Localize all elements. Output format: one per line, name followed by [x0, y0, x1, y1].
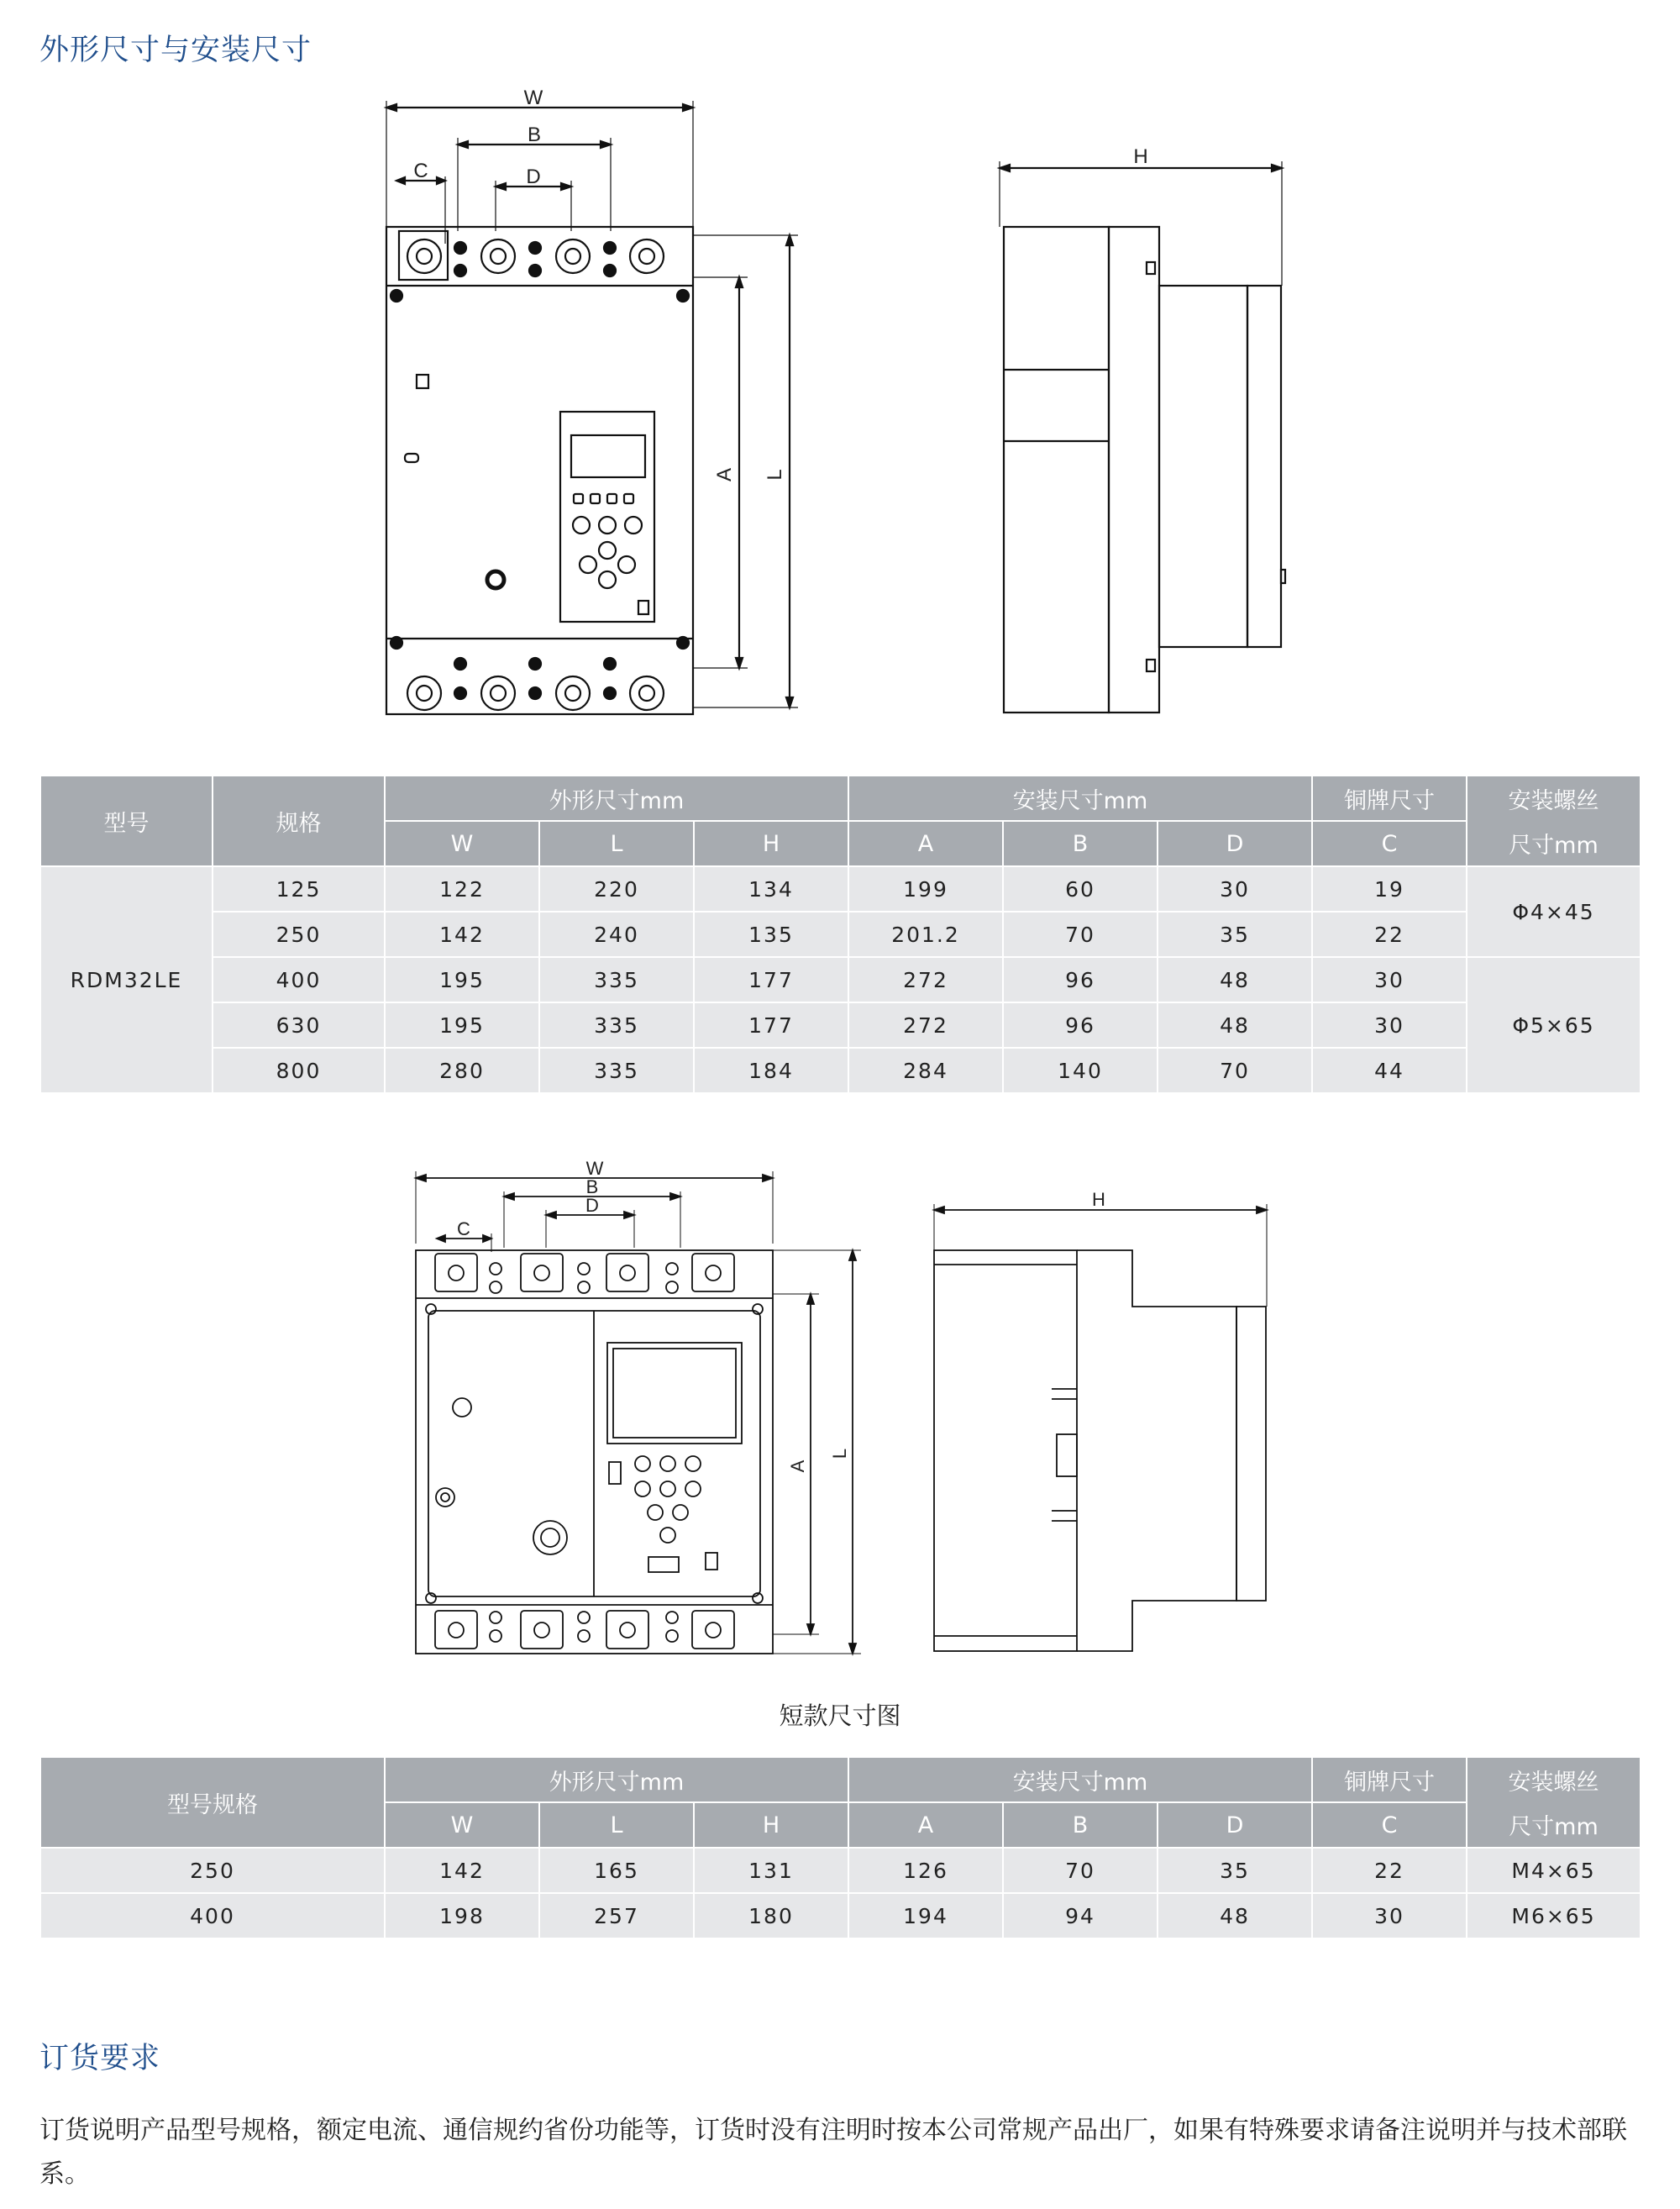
table-cell: 194	[848, 1893, 1003, 1938]
table-cell: 122	[385, 866, 539, 912]
table-cell: 48	[1158, 957, 1312, 1002]
spec-table-1	[39, 775, 1641, 1094]
table-cell: 280	[385, 1048, 539, 1093]
table1-header-screw	[1467, 776, 1641, 866]
table-cell: 400	[40, 1893, 385, 1938]
table-cell: 30	[1312, 957, 1467, 1002]
table-cell: 22	[1312, 1848, 1467, 1893]
spec-table-2	[39, 1756, 1641, 1939]
drawing2-label-a: A	[787, 1460, 808, 1473]
table1-sub-d: D	[1158, 821, 1312, 866]
table-cell: 126	[848, 1848, 1003, 1893]
drawing2-caption: 短款尺寸图	[779, 1701, 901, 1730]
table-cell: 131	[694, 1848, 848, 1893]
table-cell: 70	[1158, 1048, 1312, 1093]
table1-header-install: 安装尺寸mm	[848, 776, 1312, 821]
table-cell: 165	[539, 1848, 694, 1893]
table-cell: 250	[40, 1848, 385, 1893]
table-cell: 35	[1158, 912, 1312, 957]
table-cell: 70	[1003, 912, 1158, 957]
table2-header-screw-line2: 尺寸mm	[1509, 1814, 1599, 1840]
drawing1-label-d: D	[526, 166, 541, 188]
table-cell: 142	[385, 1848, 539, 1893]
table1-sub-h: H	[694, 821, 848, 866]
table2-sub-b: B	[1003, 1802, 1158, 1848]
table-cell: 35	[1158, 1848, 1312, 1893]
table-cell: 195	[385, 957, 539, 1002]
table-row	[40, 957, 1641, 1002]
drawing2-label-w: W	[585, 1160, 604, 1179]
table-cell: 335	[539, 1048, 694, 1093]
table-cell: 400	[213, 957, 385, 1002]
drawing1-side-view	[991, 143, 1302, 723]
table-cell: 800	[213, 1048, 385, 1093]
drawing2-label-b: B	[585, 1176, 599, 1197]
table1-sub-w: W	[385, 821, 539, 866]
table-cell: 140	[1003, 1048, 1158, 1093]
table-cell: 142	[385, 912, 539, 957]
table1-header-model: 型号	[40, 776, 213, 866]
table1-model-cell: RDM32LE	[40, 866, 213, 1093]
table-cell: 19	[1312, 866, 1467, 912]
table-row	[40, 1002, 1641, 1048]
table2-sub-w: W	[385, 1802, 539, 1848]
table-cell: 70	[1003, 1848, 1158, 1893]
table-cell: 96	[1003, 957, 1158, 1002]
table1-header-copper: 铜牌尺寸	[1312, 776, 1467, 821]
table-cell: 94	[1003, 1893, 1158, 1938]
drawing1-label-a: A	[713, 467, 736, 482]
table-cell: 199	[848, 866, 1003, 912]
table-cell: 272	[848, 1002, 1003, 1048]
table1-screw-cell: Φ4×45	[1467, 866, 1641, 957]
table2-header-outline: 外形尺寸mm	[385, 1757, 848, 1802]
table-cell: 272	[848, 957, 1003, 1002]
table-cell: 44	[1312, 1048, 1467, 1093]
table-cell: 240	[539, 912, 694, 957]
table-cell: 22	[1312, 912, 1467, 957]
table1-header-outline: 外形尺寸mm	[385, 776, 848, 821]
table-cell: M4×65	[1467, 1848, 1641, 1893]
table2-sub-d: D	[1158, 1802, 1312, 1848]
drawing1-front-view	[361, 84, 832, 723]
table-cell: 30	[1312, 1893, 1467, 1938]
table-cell: 135	[694, 912, 848, 957]
table1-sub-b: B	[1003, 821, 1158, 866]
table2-header-screw-line1: 安装螺丝	[1508, 1770, 1599, 1796]
table-row	[40, 1893, 1641, 1938]
drawing2-front-view	[403, 1160, 874, 1664]
table-cell: 195	[385, 1002, 539, 1048]
table-cell: 48	[1158, 1893, 1312, 1938]
table2-sub-a: A	[848, 1802, 1003, 1848]
section-title-dimensions: 外形尺寸与安装尺寸	[39, 34, 312, 67]
table1-header-screw-line1: 安装螺丝	[1508, 788, 1599, 814]
table-cell: 125	[213, 866, 385, 912]
drawing1-label-l: L	[764, 469, 786, 481]
table1-sub-l: L	[539, 821, 694, 866]
section-title-order: 订货要求	[39, 2042, 161, 2075]
table2-sub-h: H	[694, 1802, 848, 1848]
table-cell: 184	[694, 1048, 848, 1093]
table1-header-spec: 规格	[213, 776, 385, 866]
table-cell: M6×65	[1467, 1893, 1641, 1938]
table-cell: 630	[213, 1002, 385, 1048]
table2-header-copper: 铜牌尺寸	[1312, 1757, 1467, 1802]
table1-sub-c: C	[1312, 821, 1467, 866]
table-cell: 48	[1158, 1002, 1312, 1048]
table-cell: 250	[213, 912, 385, 957]
table-cell: 220	[539, 866, 694, 912]
table-cell: 30	[1158, 866, 1312, 912]
table-row	[40, 1048, 1641, 1093]
order-requirements-text: 订货说明产品型号规格，额定电流、通信规约省份功能等，订货时没有注明时按本公司常规产品出厂，如果有特殊要求请备注说明并与技术部联系。	[39, 2116, 1627, 2189]
table-cell: 257	[539, 1893, 694, 1938]
table-row	[40, 1848, 1641, 1893]
drawing1-label-h: H	[1133, 145, 1148, 168]
table-row	[40, 912, 1641, 957]
drawing1-label-c: C	[413, 160, 428, 182]
table-cell: 96	[1003, 1002, 1158, 1048]
table-cell: 30	[1312, 1002, 1467, 1048]
drawing1-label-b: B	[527, 124, 542, 146]
table-cell: 177	[694, 1002, 848, 1048]
drawing2-label-c: C	[457, 1218, 470, 1239]
table2-header-model-spec: 型号规格	[40, 1757, 385, 1848]
drawing1-label-w: W	[523, 87, 543, 109]
table-cell: 284	[848, 1048, 1003, 1093]
table-cell: 180	[694, 1893, 848, 1938]
table2-header-screw	[1467, 1757, 1641, 1848]
table-cell: 134	[694, 866, 848, 912]
drawing2-label-h: H	[1092, 1189, 1105, 1210]
table2-header-install: 安装尺寸mm	[848, 1757, 1312, 1802]
table-cell: 60	[1003, 866, 1158, 912]
drawing2-side-view	[924, 1189, 1277, 1668]
table2-sub-l: L	[539, 1802, 694, 1848]
table-cell: 335	[539, 1002, 694, 1048]
table-cell: 198	[385, 1893, 539, 1938]
table1-sub-a: A	[848, 821, 1003, 866]
drawing2-label-l: L	[829, 1448, 850, 1460]
drawing2-label-d: D	[585, 1195, 599, 1216]
table-cell: 177	[694, 957, 848, 1002]
table1-header-screw-line2: 尺寸mm	[1509, 833, 1599, 859]
table1-screw-cell: Φ5×65	[1467, 957, 1641, 1093]
table-row	[40, 866, 1641, 912]
table-cell: 335	[539, 957, 694, 1002]
table2-sub-c: C	[1312, 1802, 1467, 1848]
table-cell: 201.2	[848, 912, 1003, 957]
